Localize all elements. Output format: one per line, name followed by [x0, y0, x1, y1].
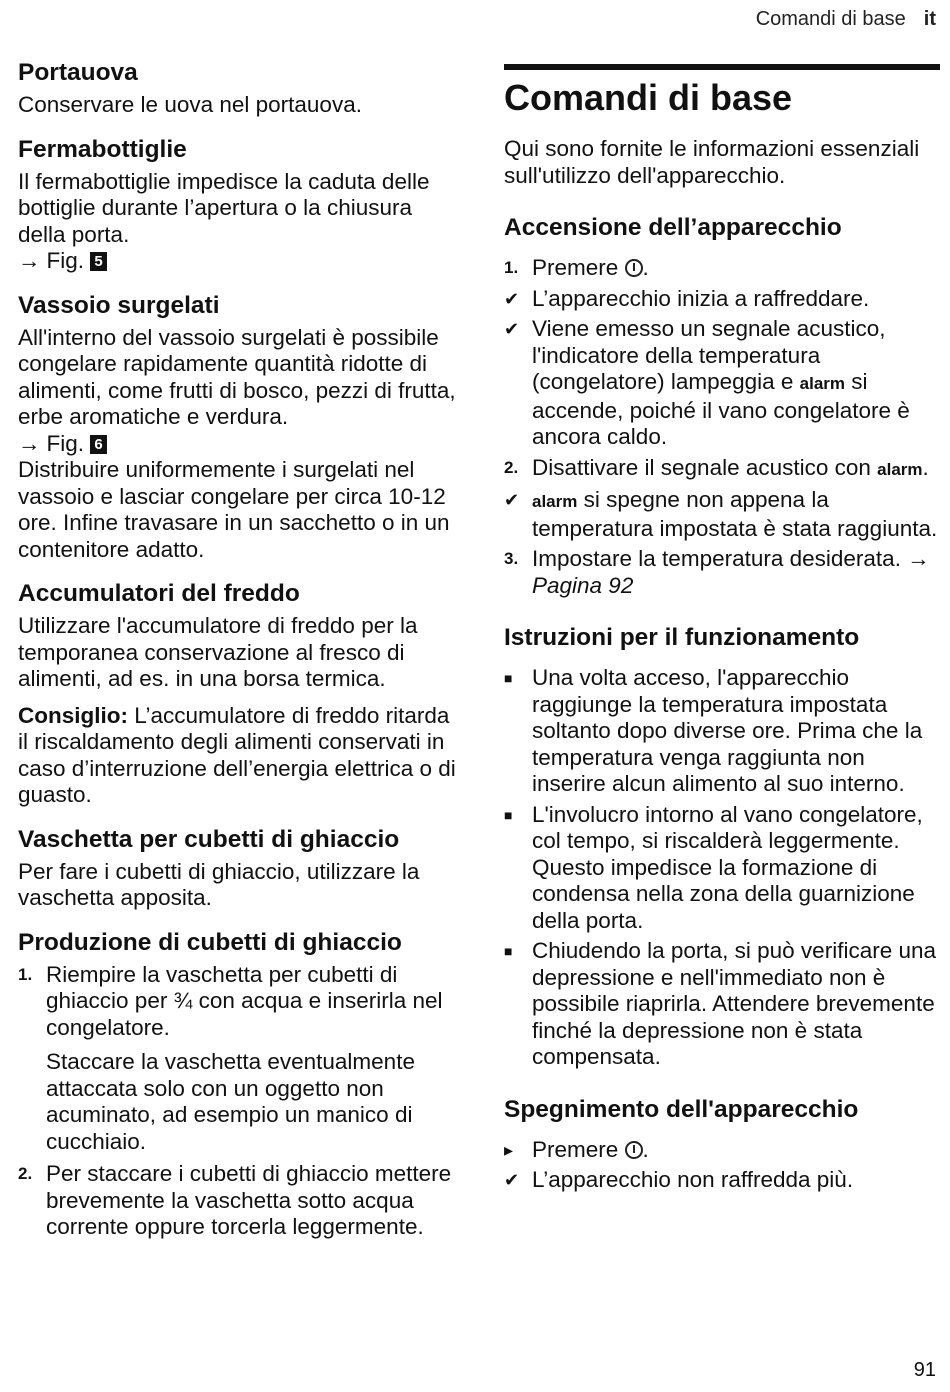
result-text: si spegne non appena la temperatura impostata è stata raggiunta. — [532, 487, 938, 541]
steps-list — [18, 962, 458, 1042]
section-vaschetta — [18, 825, 458, 912]
result-item — [504, 1167, 940, 1194]
text-portauova: Conservare le uova nel portauova. — [18, 92, 362, 117]
arrow-icon: → — [18, 248, 41, 273]
chapter-rule — [504, 64, 940, 70]
result-item — [504, 316, 940, 451]
section-vassoio-surgelati — [18, 291, 458, 564]
steps-list — [18, 1161, 458, 1241]
heading-vaschetta: Vaschetta per cubetti di ghiaccio — [18, 825, 400, 853]
text-accumulatori: Utilizzare l'accumulatore di freddo per la temporanea conservazione al fresco di alimenti, ad es. in una borsa termica. — [18, 613, 418, 691]
tip-label: Consiglio: — [18, 702, 128, 728]
alarm-indicator-label: alarm — [799, 374, 846, 393]
heading-fermabottiglie: Fermabottiglie — [18, 135, 187, 163]
alarm-button-label: alarm — [877, 459, 923, 479]
arrow-icon: → — [18, 430, 41, 456]
running-header — [756, 8, 936, 31]
tip-paragraph — [18, 703, 458, 809]
accensione-steps — [504, 255, 940, 599]
step-number: 1. — [18, 964, 33, 984]
section-istruzioni — [504, 623, 940, 1071]
result-item — [504, 487, 940, 542]
power-button-icon — [625, 259, 643, 277]
figure-reference — [18, 431, 458, 458]
step-text: Disattivare il segnale acustico con — [532, 454, 878, 480]
step-number: 2. — [504, 457, 519, 477]
bullet-text: Chiudendo la porta, si può verificare una depressione e nell'immediato non è possibile riaprirla. Attendere brevemente finché la depressione non è stata compensata. — [532, 938, 937, 1069]
action-item: ▸ Premere . — [504, 1136, 649, 1162]
section-accensione — [504, 213, 940, 599]
bullet-item — [504, 802, 940, 935]
square-bullet-icon: ■ — [504, 943, 513, 959]
triangle-bullet-icon: ▸ — [504, 1139, 514, 1160]
fig-label: Fig. — [46, 248, 85, 273]
heading-vassoio: Vassoio surgelati — [18, 291, 220, 319]
step-item — [504, 546, 940, 599]
bullet-item — [504, 938, 940, 1071]
heading-istruzioni: Istruzioni per il funzionamento — [504, 624, 860, 651]
bullet-text: L'involucro intorno al vano congelatore, col tempo, si riscalderà leggermente. Questo impedisce la formazione di condensa nella zona della guarnizione della porta. — [532, 801, 923, 933]
text-vassoio-2: Distribuire uniformemente i surgelati nel vassoio e lasciar congelare per circa 10-12 ore. Infine travasare in un sacchetto o in un contenitore adatto. — [18, 457, 450, 562]
chapter-title: Comandi di base — [504, 77, 793, 118]
alarm-indicator-label: alarm — [532, 492, 578, 511]
header-section-title: Comandi di base — [755, 8, 906, 30]
section-produzione — [18, 928, 458, 1241]
checkmark-icon: ✔ — [504, 319, 520, 339]
page-number: 91 — [913, 1359, 936, 1381]
page-reference-link: Pagina 92 — [532, 572, 634, 598]
section-portauova — [18, 58, 458, 119]
step-text: Impostare la temperatura desiderata. — [532, 546, 901, 571]
text-vaschetta: Per fare i cubetti di ghiaccio, utilizzare la vaschetta apposita. — [18, 858, 420, 910]
result-text: L’apparecchio inizia a raffreddare. — [532, 285, 870, 311]
step-text: Premere — [532, 1136, 619, 1162]
result-text: Viene emesso un segnale acustico, l'indicatore della temperatura (congelatore) lampeggia e — [532, 316, 886, 394]
heading-produzione: Produzione di cubetti di ghiaccio — [18, 928, 402, 956]
checkmark-icon: ✔ — [504, 490, 520, 510]
square-bullet-icon: ■ — [504, 670, 513, 686]
heading-accensione: Accensione dell’apparecchio — [504, 214, 842, 241]
step-item — [18, 962, 458, 1042]
chapter-intro: Qui sono fornite le informazioni essenziali sull'utilizzo dell'apparecchio. — [504, 136, 920, 188]
step-item — [18, 1161, 458, 1241]
header-language-code: it — [923, 8, 936, 30]
bullet-item — [504, 665, 940, 798]
step-note: Staccare la vaschetta eventualmente attaccata solo con un oggetto non acuminato, ad esempio un manico di cucchiaio. — [46, 1049, 415, 1154]
istruzioni-list — [504, 665, 940, 1071]
result-item — [504, 286, 940, 313]
fig-label: Fig. — [46, 430, 85, 456]
figure-number-badge: 5 — [90, 252, 107, 271]
step-text: Per staccare i cubetti di ghiaccio mettere brevemente la vaschetta sotto acqua corrente oppure torcerla leggermente. — [46, 1161, 452, 1239]
left-column — [18, 58, 458, 1257]
figure-number-badge: 6 — [90, 435, 107, 454]
spegnimento-steps — [504, 1137, 940, 1194]
right-column — [504, 58, 940, 1218]
checkmark-icon: ✔ — [504, 288, 520, 309]
step-item: 2. Disattivare il segnale acustico con alarm. — [504, 455, 940, 484]
step-number: 2. — [18, 1164, 33, 1183]
step-text: Premere — [532, 255, 619, 280]
result-text: si accende, poiché il vano congelatore è ancora caldo. — [532, 369, 910, 449]
text-fermabottiglie: Il fermabottiglie impedisce la caduta delle bottiglie durante l’apertura o la chiusura della porta. — [18, 168, 430, 247]
step-text: Riempire la vaschetta per cubetti di ghiaccio per ¾ con acqua e inserirla nel congelatore. — [46, 961, 443, 1040]
step-item: 1. Premere . — [504, 255, 649, 280]
arrow-icon: → — [907, 546, 930, 571]
figure-reference — [18, 248, 458, 275]
tip-text: L’accumulatore di freddo ritarda il riscaldamento degli alimenti conservati in caso d’interruzione dell’energia elettrica o di guasto. — [18, 702, 456, 807]
result-text: L’apparecchio non raffredda più. — [532, 1167, 854, 1192]
square-bullet-icon: ■ — [504, 806, 513, 823]
section-accumulatori — [18, 579, 458, 809]
section-fermabottiglie — [18, 135, 458, 275]
heading-accumulatori: Accumulatori del freddo — [18, 580, 300, 607]
heading-spegnimento: Spegnimento dell'apparecchio — [504, 1095, 859, 1123]
power-button-icon — [625, 1141, 643, 1159]
step-number: 3. — [504, 549, 519, 568]
text-vassoio-1: All'interno del vassoio surgelati è possibile congelare rapidamente quantità ridotte di alimenti, come frutti di bosco, pezzi di frutta, erbe aromatiche e verdura. — [18, 324, 456, 429]
checkmark-icon: ✔ — [504, 1170, 520, 1190]
step-number: 1. — [504, 258, 519, 277]
section-spegnimento — [504, 1095, 940, 1194]
bullet-text: Una volta acceso, l'apparecchio raggiunge la temperatura impostata soltanto dopo diverse ore. Prima che la temperatura venga raggiunta non inserire alcun alimento al suo interno. — [532, 665, 923, 796]
heading-portauova: Portauova — [18, 59, 138, 86]
